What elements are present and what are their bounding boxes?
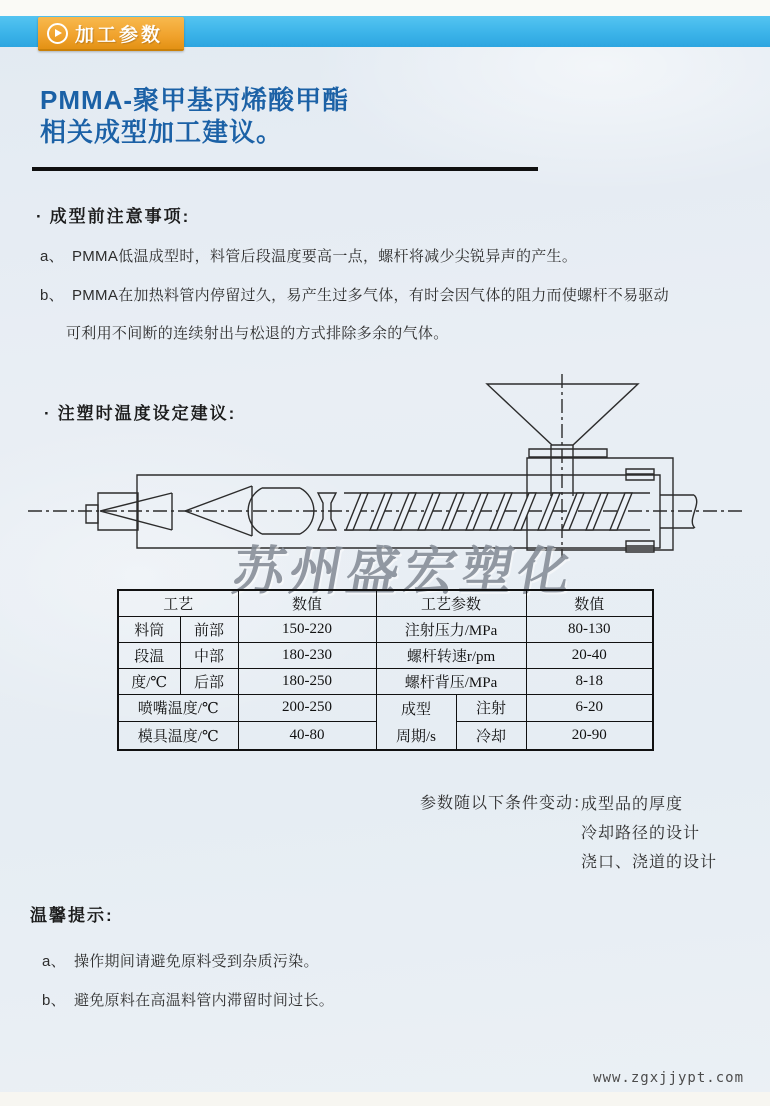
- conditions-lead: 参数随以下条件变动：: [420, 795, 591, 812]
- cell-range-rear: 180-250: [238, 668, 376, 694]
- page-title-line2: 相关成型加工建议。: [40, 117, 284, 147]
- note-a-label: a、: [40, 248, 64, 265]
- process-parameters-table: [117, 589, 654, 751]
- tip-a: [42, 950, 319, 971]
- section-badge: [38, 17, 184, 51]
- cycle-label-line1: 成型: [401, 701, 432, 718]
- cell-value-nozzle-temp: 200-250: [238, 694, 376, 722]
- cell-value-injection-time: 6-20: [526, 694, 653, 722]
- cell-barrel-1: 料筒: [118, 616, 180, 642]
- cell-param-injection-pressure: 注射压力/MPa: [376, 616, 526, 642]
- tip-a-text: 操作期间请避免原料受到杂质污染。: [73, 953, 319, 970]
- condition-item: 冷却路径的设计: [581, 825, 701, 842]
- table-row: [118, 668, 653, 694]
- cell-barrel-2: 段温: [118, 642, 180, 668]
- cell-zone-front: 前部: [180, 616, 238, 642]
- table-header-row: [118, 590, 653, 616]
- note-b-cont-text: 可利用不间断的连续射出与松退的方式排除多余的气体。: [66, 325, 449, 342]
- note-b-label: b、: [40, 287, 64, 304]
- cell-phase-cooling: 冷却: [456, 722, 526, 750]
- tip-b-label: b、: [42, 992, 66, 1009]
- cell-phase-injection: 注射: [456, 694, 526, 722]
- bullet-dot: ·: [44, 404, 52, 423]
- cell-value-back-pressure: 8-18: [526, 668, 653, 694]
- footer-url: www.zgxjjypt.com: [593, 1070, 744, 1086]
- watermark-text: 苏州盛宏塑化: [227, 544, 580, 601]
- page-title-line1: PMMA-聚甲基丙烯酸甲酯: [40, 85, 350, 115]
- bullet-dot: ·: [36, 207, 44, 226]
- heading-pre-molding: [36, 202, 190, 227]
- cell-mold-temp: 模具温度/℃: [118, 722, 238, 750]
- cell-barrel-3: 度/℃: [118, 668, 180, 694]
- page-title: [40, 84, 349, 148]
- col-header-process: 工艺: [118, 590, 238, 616]
- title-divider: [32, 167, 538, 171]
- cell-zone-rear: 后部: [180, 668, 238, 694]
- cell-range-middle: 180-230: [238, 642, 376, 668]
- heater-band-top: [626, 469, 654, 480]
- table-row: [118, 616, 653, 642]
- cell-molding-cycle: [376, 694, 456, 750]
- section-badge-label: 加工参数: [75, 24, 164, 46]
- bottom-margin-strip: [0, 1092, 770, 1106]
- table-row: [118, 642, 653, 668]
- circle-arrow-icon: [47, 23, 68, 44]
- heading-temperature-label: 注塑时温度设定建议:: [57, 404, 237, 423]
- tip-b: [42, 989, 334, 1010]
- cell-value-screw-speed: 20-40: [526, 642, 653, 668]
- note-a-text: PMMA低温成型时，料管后段温度要高一点，螺杆将减少尖锐异声的产生。: [71, 248, 578, 265]
- cell-zone-middle: 中部: [180, 642, 238, 668]
- cell-value-cooling-time: 20-90: [526, 722, 653, 750]
- conditions-list: [581, 790, 717, 877]
- tip-a-label: a、: [42, 953, 66, 970]
- cell-nozzle-temp: 喷嘴温度/℃: [118, 694, 238, 722]
- cell-value-mold-temp: 40-80: [238, 722, 376, 750]
- col-header-value1: 数值: [238, 590, 376, 616]
- note-b: [40, 284, 669, 305]
- top-margin-strip: [0, 0, 770, 16]
- table-row: [118, 694, 653, 722]
- col-header-param: 工艺参数: [376, 590, 526, 616]
- cell-param-back-pressure: 螺杆背压/MPa: [376, 668, 526, 694]
- note-b-continued: [66, 322, 449, 343]
- cell-value-injection-pressure: 80-130: [526, 616, 653, 642]
- cell-param-screw-speed: 螺杆转速r/pm: [376, 642, 526, 668]
- condition-item: 浇口、浇道的设计: [581, 854, 718, 871]
- note-a: [40, 245, 577, 266]
- heading-pre-molding-label: 成型前注意事项:: [49, 207, 191, 226]
- tip-b-text: 避免原料在高温料管内滞留时间过长。: [73, 992, 335, 1009]
- cycle-label-line2: 周期/s: [396, 728, 437, 745]
- tips-heading: 温馨提示:: [30, 906, 114, 925]
- cell-range-front: 150-220: [238, 616, 376, 642]
- note-b-text: PMMA在加热料管内停留过久，易产生过多气体，有时会因气体的阻力而使螺杆不易驱动: [71, 287, 669, 304]
- condition-item: 成型品的厚度: [581, 796, 684, 813]
- col-header-value2: 数值: [526, 590, 653, 616]
